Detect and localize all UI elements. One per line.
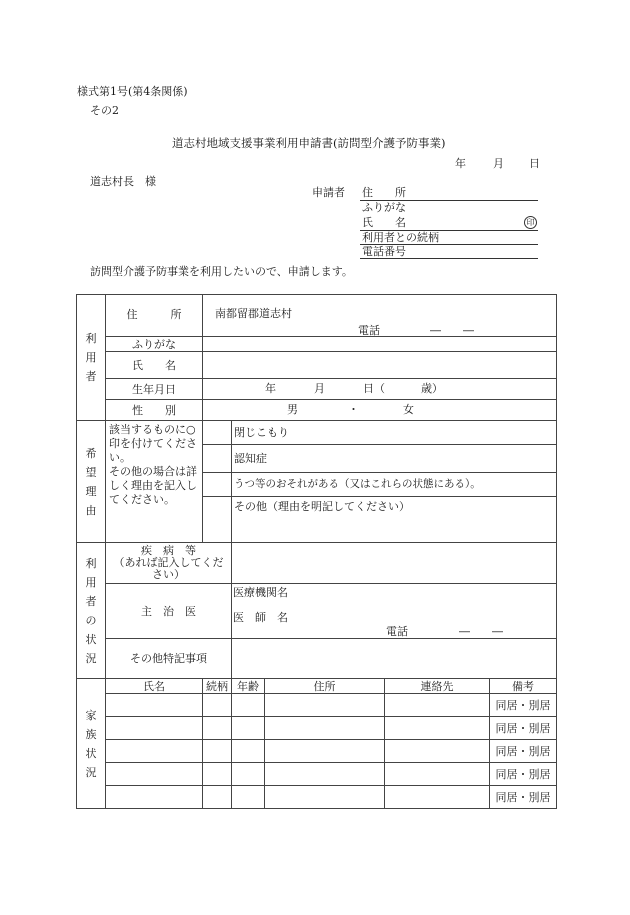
family-address-cell[interactable] xyxy=(265,694,385,717)
family-col-relationship: 続柄 xyxy=(203,679,232,694)
doctor-label: 主 治 医 xyxy=(106,584,232,639)
user-name-field[interactable] xyxy=(203,352,557,379)
reason-option-1: 閉じこもり xyxy=(232,421,557,445)
doctor-phone-dashes: ― ― xyxy=(459,625,503,638)
family-remarks-cell[interactable]: 同居・別居 xyxy=(490,740,557,763)
seal-icon: 印 xyxy=(524,216,537,229)
date-year: 年 xyxy=(455,157,466,170)
user-address-label: 住 所 xyxy=(106,295,203,337)
family-age-cell[interactable] xyxy=(232,763,265,786)
family-relationship-cell[interactable] xyxy=(203,717,232,740)
family-col-name: 氏名 xyxy=(106,679,203,694)
family-contact-cell[interactable] xyxy=(385,763,490,786)
doctor-field[interactable] xyxy=(232,584,557,639)
family-col-remarks: 備考 xyxy=(490,679,557,694)
user-phone-label: 電話 xyxy=(358,324,380,337)
family-name-cell[interactable] xyxy=(106,740,203,763)
reason-mark-cell-3[interactable] xyxy=(203,473,232,497)
applicant-furigana-label: ふりがな xyxy=(362,201,406,214)
disease-label: 疾 病 等 （あれば記入してください） xyxy=(106,543,232,584)
user-address-value: 南都留郡道志村 xyxy=(215,307,292,320)
addressee: 道志村長 様 xyxy=(90,175,156,188)
family-remarks-cell[interactable]: 同居・別居 xyxy=(490,717,557,740)
applicant-label: 申請者 xyxy=(312,186,345,199)
reason-mark-cell-4[interactable] xyxy=(203,497,232,543)
table-row xyxy=(77,717,557,740)
family-remarks-cell[interactable]: 同居・別居 xyxy=(490,786,557,809)
reason-option-2: 認知症 xyxy=(232,445,557,473)
family-name-cell[interactable] xyxy=(106,786,203,809)
notes-label: その他特記事項 xyxy=(106,639,232,679)
user-section-heading: 利 用 者 xyxy=(77,295,106,421)
application-form-table xyxy=(76,294,557,809)
family-name-cell[interactable] xyxy=(106,717,203,740)
family-contact-cell[interactable] xyxy=(385,694,490,717)
user-dob-field[interactable] xyxy=(203,379,557,400)
applicant-address-label: 住 所 xyxy=(362,186,406,199)
dob-year: 年 xyxy=(265,382,276,395)
applicant-phone-line xyxy=(360,258,538,259)
table-row xyxy=(77,763,557,786)
application-statement: 訪問型介護予防事業を利用したいので、申請します。 xyxy=(90,265,353,278)
user-dob-label: 生年月日 xyxy=(106,379,203,400)
status-section-heading: 利 用 者 の 状 況 xyxy=(77,543,106,679)
family-contact-cell[interactable] xyxy=(385,740,490,763)
date-month: 月 xyxy=(493,157,504,170)
user-phone-dashes: ― ― xyxy=(430,324,474,337)
applicant-name-label: 氏 名 xyxy=(362,216,406,229)
form-sub-number: その2 xyxy=(90,104,119,117)
family-address-cell[interactable] xyxy=(265,717,385,740)
disease-field[interactable] xyxy=(232,543,557,584)
reason-section-heading: 希 望 理 由 xyxy=(77,421,106,543)
reason-option-3: うつ等のおそれがある（又はこれらの状態にある）。 xyxy=(232,473,557,497)
family-col-contact: 連絡先 xyxy=(385,679,490,694)
user-furigana-label: ふりがな xyxy=(106,337,203,352)
user-furigana-field[interactable] xyxy=(203,337,557,352)
family-address-cell[interactable] xyxy=(265,740,385,763)
family-address-cell[interactable] xyxy=(265,786,385,809)
family-name-cell[interactable] xyxy=(106,694,203,717)
family-contact-cell[interactable] xyxy=(385,786,490,809)
family-relationship-cell[interactable] xyxy=(203,786,232,809)
family-relationship-cell[interactable] xyxy=(203,740,232,763)
doctor-phone-label: 電話 xyxy=(386,625,408,638)
family-col-age: 年齢 xyxy=(232,679,265,694)
family-age-cell[interactable] xyxy=(232,786,265,809)
family-address-cell[interactable] xyxy=(265,763,385,786)
user-address-field[interactable] xyxy=(203,295,557,337)
dob-age: 歳） xyxy=(421,382,443,395)
reason-mark-cell-1[interactable] xyxy=(203,421,232,445)
reason-instruction: 該当するものに○印を付けてください。 その他の場合は詳しく理由を記入してください。 xyxy=(106,421,203,543)
dob-day: 日（ xyxy=(363,382,385,395)
sex-separator: ・ xyxy=(348,403,359,416)
sex-male[interactable]: 男 xyxy=(287,403,298,416)
user-sex-field[interactable] xyxy=(203,400,557,421)
family-remarks-cell[interactable]: 同居・別居 xyxy=(490,694,557,717)
dob-month: 月 xyxy=(314,382,325,395)
doctor-name-label: 医 師 名 xyxy=(233,611,288,624)
institution-label: 医療機関名 xyxy=(233,586,288,599)
family-col-address: 住所 xyxy=(265,679,385,694)
family-relationship-cell[interactable] xyxy=(203,694,232,717)
reason-option-4: その他（理由を明記してください） xyxy=(232,497,557,543)
form-number: 様式第1号(第4条関係) xyxy=(77,85,188,98)
applicant-relationship-label: 利用者との続柄 xyxy=(362,231,439,244)
user-name-label: 氏 名 xyxy=(106,352,203,379)
reason-mark-cell-2[interactable] xyxy=(203,445,232,473)
table-row xyxy=(77,740,557,763)
family-age-cell[interactable] xyxy=(232,694,265,717)
family-remarks-cell[interactable]: 同居・別居 xyxy=(490,763,557,786)
family-name-cell[interactable] xyxy=(106,763,203,786)
table-row xyxy=(77,694,557,717)
form-title: 道志村地域支援事業利用申請書(訪問型介護予防事業) xyxy=(172,136,446,150)
date-day: 日 xyxy=(529,157,540,170)
family-age-cell[interactable] xyxy=(232,717,265,740)
family-section-heading: 家 族 状 況 xyxy=(77,679,106,809)
sex-female[interactable]: 女 xyxy=(403,403,414,416)
table-row xyxy=(77,786,557,809)
notes-field[interactable] xyxy=(232,639,557,679)
user-sex-label: 性 別 xyxy=(106,400,203,421)
family-age-cell[interactable] xyxy=(232,740,265,763)
family-relationship-cell[interactable] xyxy=(203,763,232,786)
family-contact-cell[interactable] xyxy=(385,717,490,740)
applicant-phone-label: 電話番号 xyxy=(362,245,406,258)
